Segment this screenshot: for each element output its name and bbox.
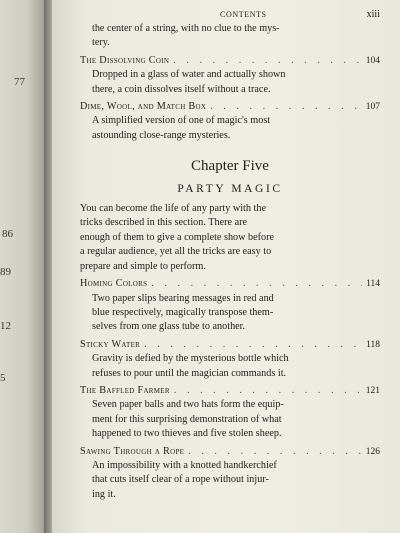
- leader-dots: [210, 100, 362, 114]
- entry-page-number: 121: [365, 385, 380, 396]
- description-line: happened to two thieves and five stolen sheep.: [92, 428, 282, 440]
- description-line: astounding close-range mysteries.: [92, 129, 231, 141]
- facing-page-number: 89: [0, 266, 11, 278]
- contents-entry: [80, 445, 380, 503]
- contents-text: [80, 8, 380, 502]
- running-head-title: CONTENTS: [220, 10, 267, 19]
- facing-page-number: 77: [14, 76, 25, 88]
- description-line: tery.: [92, 37, 110, 49]
- entry-title: The Dissolving Coin: [80, 54, 170, 66]
- entry-line: [80, 338, 380, 352]
- running-head: [80, 8, 380, 22]
- leader-dots: [188, 445, 362, 459]
- facing-page-number: 12: [0, 320, 11, 332]
- entry-line: [80, 445, 380, 459]
- entry-page-number: 107: [365, 102, 380, 113]
- leader-dots: [144, 338, 362, 352]
- leader-dots: [174, 384, 362, 398]
- description-line: Dropped in a glass of water and actually shown: [92, 69, 286, 81]
- entry-line: [80, 100, 380, 114]
- facing-page-number: 5: [0, 372, 6, 384]
- description-line: blue respectively, magically transpose them-: [92, 306, 274, 318]
- intro-line: tricks described in this section. There are: [80, 217, 247, 229]
- leader-dots: [151, 277, 362, 291]
- facing-page-number: 86: [2, 228, 13, 240]
- entry-title: The Baffled Farmer: [80, 384, 170, 396]
- description-line: ment for this surprising demonstration of what: [92, 413, 282, 425]
- entry-title: Sawing Through a Rope: [80, 445, 185, 457]
- intro-line: a regular audience, yet all the tricks are easy to: [80, 246, 272, 258]
- section-intro: [80, 202, 380, 274]
- description-line: A simplified version of one of magic's most: [92, 115, 271, 127]
- entry-page-number: 104: [365, 55, 380, 66]
- continued-description: [80, 22, 380, 51]
- section-title: PARTY MAGIC: [177, 182, 283, 195]
- entry-description: [80, 459, 380, 502]
- description-line: An impossibility with a knotted handkerchief: [92, 459, 277, 471]
- description-line: that cuts itself clear of a rope without injur-: [92, 474, 269, 486]
- entry-description: [80, 398, 380, 441]
- entry-description: [80, 352, 380, 381]
- entry-description: [80, 292, 380, 335]
- description-line: there, a coin dissolves itself without a trace.: [92, 83, 271, 95]
- description-line: ing it.: [92, 488, 116, 500]
- entry-line: [80, 277, 380, 291]
- intro-line: prepare and simple to perform.: [80, 260, 206, 272]
- entry-title: Sticky Water: [80, 338, 141, 350]
- entry-line: [80, 384, 380, 398]
- facing-page: [0, 0, 48, 533]
- contents-entry: [80, 54, 380, 97]
- contents-page: [52, 0, 400, 533]
- contents-entry: [80, 338, 380, 381]
- contents-entry: [80, 384, 380, 442]
- chapter-heading: Chapter Five: [191, 158, 269, 175]
- entry-description: [80, 114, 380, 143]
- entry-page-number: 118: [366, 339, 380, 350]
- contents-entry: [80, 277, 380, 335]
- intro-line: You can become the life of any party with the: [80, 203, 266, 215]
- leader-dots: [173, 54, 362, 68]
- entry-page-number: 114: [366, 279, 380, 290]
- running-head-page-number: xiii: [366, 9, 380, 20]
- contents-entry: [80, 100, 380, 143]
- description-line: Seven paper balls and two hats form the equip-: [92, 399, 284, 411]
- description-line: selves from one glass tube to another.: [92, 321, 246, 333]
- entry-title: Dime, Wool, and Match Box: [80, 101, 207, 113]
- description-line: refuses to pour until the magician commands it.: [92, 367, 287, 379]
- entry-description: [80, 68, 380, 97]
- description-line: Gravity is defied by the mysterious bottle which: [92, 353, 289, 365]
- entry-page-number: 126: [365, 446, 380, 457]
- intro-line: enough of them to give a complete show before: [80, 231, 275, 243]
- description-line: the center of a string, with no clue to the mys-: [92, 23, 280, 34]
- entry-line: [80, 54, 380, 68]
- entry-title: Homing Colors: [80, 278, 148, 290]
- description-line: Two paper slips bearing messages in red and: [92, 292, 274, 304]
